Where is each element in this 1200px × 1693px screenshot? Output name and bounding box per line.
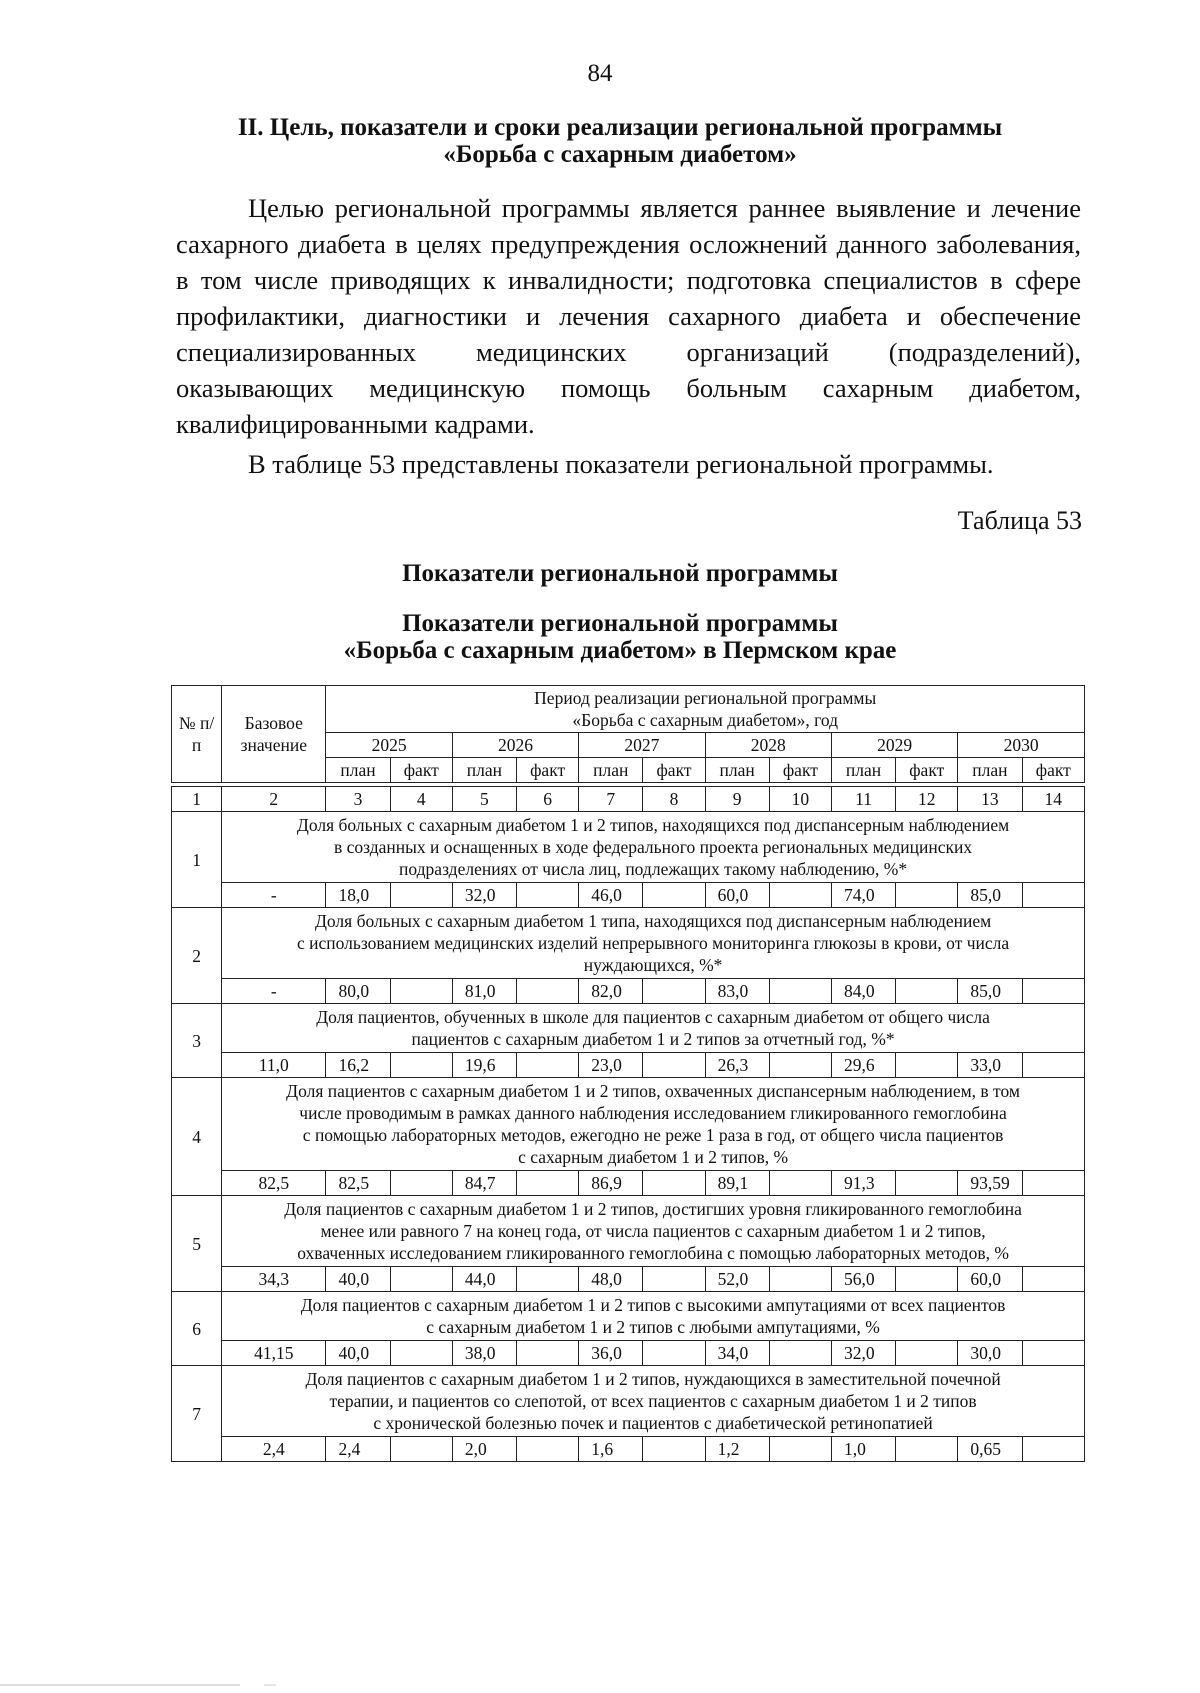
indicator-index: 4 [172, 1078, 222, 1196]
indicator-description [222, 1078, 1085, 1171]
column-number: 13 [958, 787, 1022, 812]
base-value: 11,0 [222, 1053, 326, 1078]
table-heading: Показатели региональной программы [402, 560, 838, 587]
indicator-values-row [172, 1437, 1085, 1462]
plan-value: 38,0 [452, 1341, 516, 1366]
table-caption [130, 610, 1110, 664]
indicator-values-row [172, 1267, 1085, 1292]
column-number: 8 [643, 787, 705, 812]
plan-value: 36,0 [579, 1341, 643, 1366]
plan-value: 60,0 [958, 1267, 1022, 1292]
indicator-description-row [172, 1004, 1085, 1053]
fact-value [390, 1171, 452, 1196]
header-fact: факт [517, 758, 579, 783]
header-plan: план [705, 758, 769, 783]
header-period-line-2: «Борьба с сахарным диабетом», год [572, 710, 839, 730]
header-number: № п/п [172, 686, 222, 783]
fact-value [517, 883, 579, 908]
indicator-description-line: Доля пациентов с сахарным диабетом 1 и 2 типов, охваченных диспансерным наблюдением, в том [286, 1081, 1020, 1101]
plan-value: 89,1 [705, 1171, 769, 1196]
plan-value: 34,0 [705, 1341, 769, 1366]
plan-value: 93,59 [958, 1171, 1022, 1196]
header-fact: факт [643, 758, 705, 783]
column-number: 11 [831, 787, 895, 812]
plan-value: 60,0 [705, 883, 769, 908]
plan-value: 84,0 [831, 979, 895, 1004]
fact-value [1022, 1171, 1084, 1196]
column-number: 10 [769, 787, 831, 812]
fact-value [390, 883, 452, 908]
fact-value [896, 1171, 958, 1196]
indicator-description [222, 812, 1085, 883]
header-plan: план [831, 758, 895, 783]
header-fact: факт [1022, 758, 1084, 783]
fact-value [643, 1053, 705, 1078]
fact-value [1022, 1437, 1084, 1462]
indicator-description [222, 1292, 1085, 1341]
header-year: 2027 [579, 733, 705, 758]
plan-value: 44,0 [452, 1267, 516, 1292]
indicator-description-line: Доля пациентов с сахарным диабетом 1 и 2 типов, достигших уровня гликированного гемоглобина [284, 1199, 1022, 1219]
plan-value: 40,0 [326, 1267, 390, 1292]
indicator-values-row [172, 979, 1085, 1004]
plan-value: 52,0 [705, 1267, 769, 1292]
indicator-index: 2 [172, 908, 222, 1004]
fact-value [517, 1437, 579, 1462]
header-fact: факт [769, 758, 831, 783]
base-value: 2,4 [222, 1437, 326, 1462]
plan-value: 83,0 [705, 979, 769, 1004]
column-numbers-row [172, 787, 1085, 812]
base-value: - [222, 979, 326, 1004]
fact-value [390, 979, 452, 1004]
table-reference-paragraph: В таблице 53 представлены показатели региональной программы. [248, 449, 994, 479]
fact-value [643, 1171, 705, 1196]
plan-value: 1,2 [705, 1437, 769, 1462]
fact-value [769, 883, 831, 908]
indicator-description-line: терапии, и пациентов со слепотой, от всех пациентов с сахарным диабетом 1 и 2 типов [329, 1391, 977, 1411]
indicator-description-line: охваченных исследованием гликированного гемоглобина с помощью лабораторных методов, % [297, 1243, 1009, 1263]
plan-value: 32,0 [452, 883, 516, 908]
indicator-values-row [172, 1053, 1085, 1078]
column-number: 7 [579, 787, 643, 812]
fact-value [896, 1341, 958, 1366]
plan-value: 32,0 [831, 1341, 895, 1366]
column-number: 5 [452, 787, 516, 812]
indicator-description-row [172, 908, 1085, 979]
base-value: - [222, 883, 326, 908]
fact-value [643, 883, 705, 908]
fact-value [769, 1171, 831, 1196]
indicator-index: 3 [172, 1004, 222, 1078]
plan-value: 86,9 [579, 1171, 643, 1196]
table-caption-line-1: Показатели региональной программы [402, 610, 838, 637]
indicator-index: 1 [172, 812, 222, 908]
plan-value: 85,0 [958, 979, 1022, 1004]
fact-value [896, 979, 958, 1004]
plan-value: 19,6 [452, 1053, 516, 1078]
header-year: 2029 [831, 733, 957, 758]
indicator-description [222, 908, 1085, 979]
plan-value: 46,0 [579, 883, 643, 908]
fact-value [390, 1341, 452, 1366]
column-number: 12 [896, 787, 958, 812]
plan-value: 82,0 [579, 979, 643, 1004]
plan-value: 30,0 [958, 1341, 1022, 1366]
fact-value [517, 979, 579, 1004]
column-number: 6 [517, 787, 579, 812]
fact-value [517, 1171, 579, 1196]
plan-value: 40,0 [326, 1341, 390, 1366]
column-number: 4 [390, 787, 452, 812]
column-number: 1 [172, 787, 222, 812]
fact-value [1022, 1341, 1084, 1366]
goal-paragraph: Целью региональной программы является раннее выявление и лечение сахарного диабета в целях предупреждения осложнений данного заболевания, в том числе приводящих к инвалидности; подготовка специалистов в сфере профилактики, диагностики и лечения сахарного диабета и обеспечение специализированных медицинских организаций (подразделений), оказывающих медицинскую помощь больным сахарным диабетом, квалифицированными кадрами. [176, 193, 1081, 439]
indicator-description [222, 1004, 1085, 1053]
fact-value [517, 1341, 579, 1366]
fact-value [517, 1053, 579, 1078]
indicator-description-line: в созданных и оснащенных в ходе федерального проекта региональных медицинских [333, 837, 973, 857]
header-year: 2028 [705, 733, 831, 758]
base-value: 41,15 [222, 1341, 326, 1366]
page-number: 84 [587, 60, 613, 87]
plan-value: 26,3 [705, 1053, 769, 1078]
indicators-table [171, 685, 1085, 1462]
indicator-description-line: с сахарным диабетом 1 и 2 типов с любыми ампутациями, % [426, 1317, 880, 1337]
section-title [130, 114, 1110, 168]
plan-value: 82,5 [326, 1171, 390, 1196]
column-number: 9 [705, 787, 769, 812]
fact-value [1022, 1267, 1084, 1292]
plan-value: 48,0 [579, 1267, 643, 1292]
indicator-description-row [172, 1366, 1085, 1437]
column-number: 14 [1022, 787, 1084, 812]
plan-value: 84,7 [452, 1171, 516, 1196]
indicator-index: 6 [172, 1292, 222, 1366]
indicator-description-line: менее или равного 7 на конец года, от числа пациентов с сахарным диабетом 1 и 2 типов, [320, 1221, 986, 1241]
fact-value [769, 1267, 831, 1292]
header-plan: план [452, 758, 516, 783]
fact-value [769, 979, 831, 1004]
indicator-index: 5 [172, 1196, 222, 1292]
indicator-description-line: Доля больных с сахарным диабетом 1 и 2 типов, находящихся под диспансерным наблюдением [296, 815, 1010, 835]
fact-value [643, 1341, 705, 1366]
header-plan: план [579, 758, 643, 783]
header-fact: факт [896, 758, 958, 783]
header-base-value: Базовое значение [222, 686, 326, 783]
fact-value [517, 1267, 579, 1292]
plan-value: 23,0 [579, 1053, 643, 1078]
table-caption-line-2: «Борьба с сахарным диабетом» в Пермском крае [343, 637, 897, 664]
indicator-description-row [172, 1196, 1085, 1267]
table-label: Таблица 53 [957, 506, 1082, 535]
scan-artifact [0, 1684, 1200, 1686]
plan-value: 16,2 [326, 1053, 390, 1078]
indicator-description-line: нуждающихся, %* [583, 955, 723, 975]
plan-value: 81,0 [452, 979, 516, 1004]
indicator-description-line: Доля пациентов, обученных в школе для пациентов с сахарным диабетом от общего числа [316, 1007, 990, 1027]
fact-value [390, 1267, 452, 1292]
column-number: 2 [222, 787, 326, 812]
fact-value [643, 1267, 705, 1292]
header-year: 2025 [326, 733, 452, 758]
indicator-description-line: с хронической болезнью почек и пациентов с диабетической ретинопатией [373, 1413, 933, 1433]
indicator-description-line: подразделениях от числа лиц, подлежащих такому наблюдению, %* [399, 859, 908, 879]
indicator-description-line: числе проводимым в рамках данного наблюдения исследованием гликированного гемоглобина [299, 1103, 1007, 1123]
fact-value [390, 1053, 452, 1078]
plan-value: 2,4 [326, 1437, 390, 1462]
fact-value [643, 1437, 705, 1462]
plan-value: 1,6 [579, 1437, 643, 1462]
plan-value: 80,0 [326, 979, 390, 1004]
indicator-values-row [172, 883, 1085, 908]
indicator-description-row [172, 1292, 1085, 1341]
header-period-line-1: Период реализации региональной программы [534, 688, 877, 708]
indicator-values-row [172, 1341, 1085, 1366]
header-year: 2030 [958, 733, 1085, 758]
indicator-description-line: Доля пациентов с сахарным диабетом 1 и 2 типов, нуждающихся в заместительной почечной [305, 1369, 1001, 1389]
plan-value: 91,3 [831, 1171, 895, 1196]
fact-value [896, 1053, 958, 1078]
header-fact: факт [390, 758, 452, 783]
header-year: 2026 [452, 733, 578, 758]
plan-value: 1,0 [831, 1437, 895, 1462]
indicator-description-line: с сахарным диабетом 1 и 2 типов, % [518, 1147, 789, 1167]
indicator-values-row [172, 1171, 1085, 1196]
indicator-description [222, 1196, 1085, 1267]
plan-value: 85,0 [958, 883, 1022, 908]
fact-value [769, 1437, 831, 1462]
header-plan: план [958, 758, 1022, 783]
fact-value [1022, 883, 1084, 908]
header-plan: план [326, 758, 390, 783]
base-value: 34,3 [222, 1267, 326, 1292]
indicator-description-row [172, 1078, 1085, 1171]
header-period [326, 686, 1085, 733]
indicator-description-line: пациентов с сахарным диабетом 1 и 2 типов за отчетный год, %* [411, 1029, 895, 1049]
indicator-description-line: Доля больных с сахарным диабетом 1 типа, находящихся под диспансерным наблюдением [314, 911, 992, 931]
fact-value [1022, 979, 1084, 1004]
plan-value: 18,0 [326, 883, 390, 908]
base-value: 82,5 [222, 1171, 326, 1196]
indicator-description-line: с помощью лабораторных методов, ежегодно не реже 1 раза в год, от общего числа пациентов [302, 1125, 1004, 1145]
fact-value [390, 1437, 452, 1462]
indicator-description [222, 1366, 1085, 1437]
section-title-line-2: «Борьба с сахарным диабетом» [443, 141, 797, 168]
fact-value [643, 979, 705, 1004]
plan-value: 33,0 [958, 1053, 1022, 1078]
indicator-description-line: с использованием медицинских изделий непрерывного мониторинга глюкозы в крови, от числа [296, 933, 1010, 953]
indicator-index: 7 [172, 1366, 222, 1462]
indicator-description-row [172, 812, 1085, 883]
fact-value [896, 883, 958, 908]
plan-value: 0,65 [958, 1437, 1022, 1462]
fact-value [769, 1053, 831, 1078]
plan-value: 2,0 [452, 1437, 516, 1462]
fact-value [769, 1341, 831, 1366]
column-number: 3 [326, 787, 390, 812]
fact-value [896, 1267, 958, 1292]
fact-value [1022, 1053, 1084, 1078]
plan-value: 74,0 [831, 883, 895, 908]
plan-value: 29,6 [831, 1053, 895, 1078]
indicator-description-line: Доля пациентов с сахарным диабетом 1 и 2 типов с высокими ампутациями от всех пациентов [300, 1295, 1006, 1315]
section-title-line-1: II. Цель, показатели и сроки реализации региональной программы [237, 114, 1003, 141]
fact-value [896, 1437, 958, 1462]
plan-value: 56,0 [831, 1267, 895, 1292]
